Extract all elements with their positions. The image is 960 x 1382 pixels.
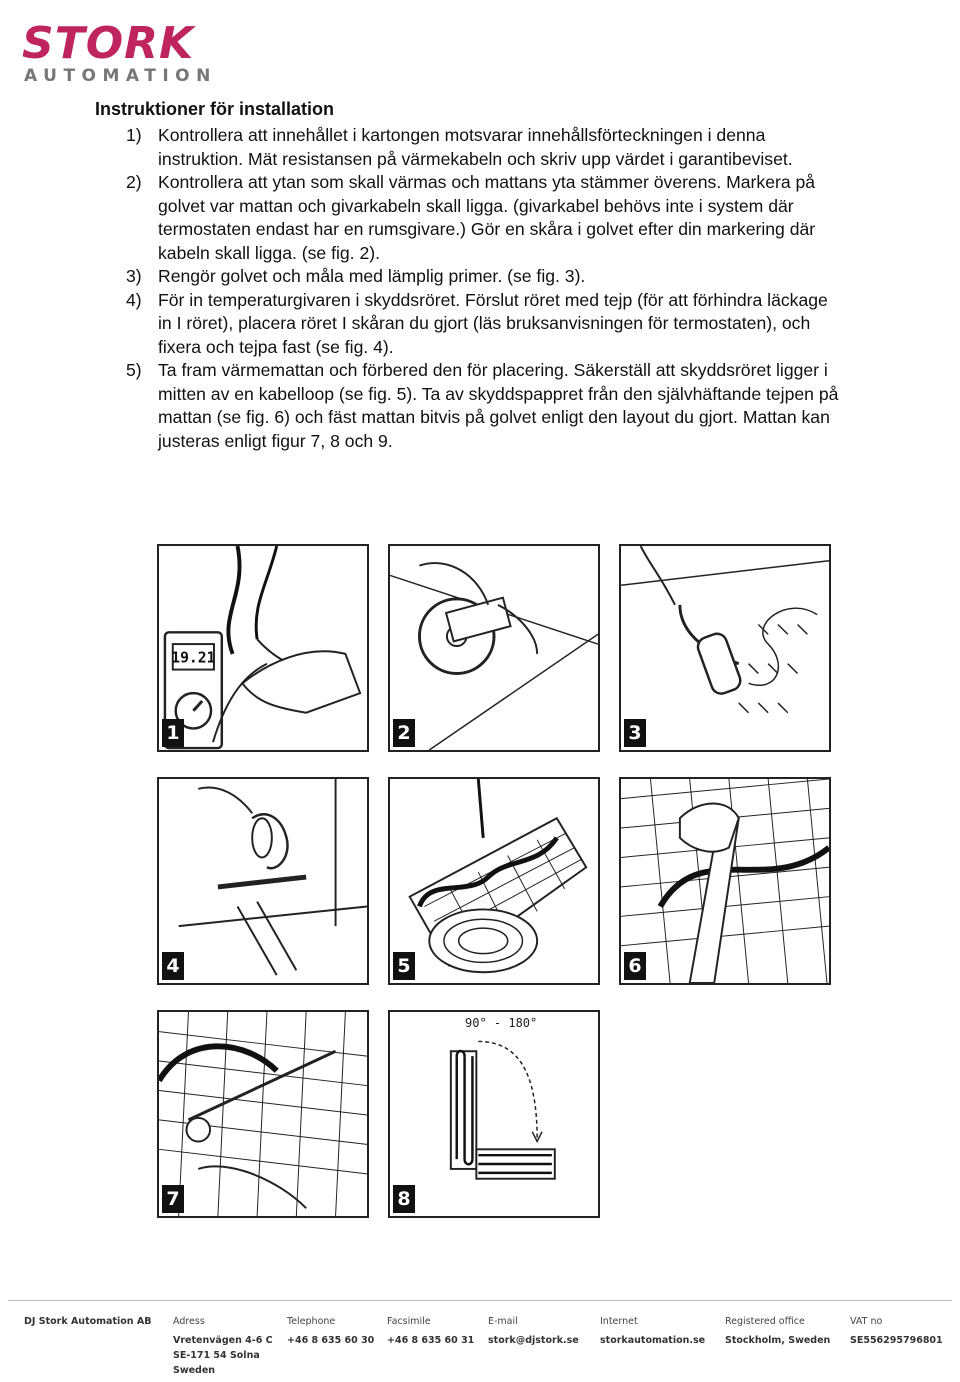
instruction-step (126, 171, 846, 265)
figure-number: 8 (393, 1185, 415, 1213)
figure-1-multimeter (157, 544, 369, 752)
internet-label: Internet (600, 1316, 638, 1327)
instruction-step (126, 265, 846, 289)
address-line: Sweden (173, 1365, 216, 1376)
website-link[interactable]: storkautomation.se (600, 1335, 706, 1346)
facsimile-label: Facsimile (387, 1316, 431, 1327)
meter-reading: 19.21 (171, 649, 216, 667)
footer-divider (8, 1300, 952, 1301)
office-label: Registered office (725, 1316, 805, 1327)
figure-number: 1 (162, 719, 184, 747)
figure-number: 2 (393, 719, 415, 747)
figure-2-groove-cutter (388, 544, 600, 752)
figure-4-sensor-tube (157, 777, 369, 985)
figure-7-cut-mat (157, 1010, 369, 1218)
email-link[interactable]: stork@djstork.se (488, 1335, 579, 1346)
page-heading: Instruktioner för installation (95, 99, 335, 119)
logo-subtitle: AUTOMATION (24, 66, 217, 86)
vat-label: VAT no (850, 1316, 883, 1327)
footer-email (488, 1316, 579, 1348)
telephone-label: Telephone (287, 1316, 336, 1327)
figure-5-mat-roll (388, 777, 600, 985)
address-line: Vretenvägen 4-6 C (173, 1335, 273, 1346)
step-text: Kontrollera att ytan som skall värmas och mattans yta stämmer överens. Markera på golvet var mattan och givarkabeln skall ligga. (givarkabel behövs inte i system där termostaten endast har en rumsgivare.) Gör en skåra i golvet efter din markering där kabeln skall ligga. (se fig. 2). (158, 172, 816, 263)
figure-number: 3 (624, 719, 646, 747)
facsimile-value: +46 8 635 60 31 (387, 1335, 475, 1346)
company-logo (22, 18, 237, 86)
footer-office (725, 1316, 830, 1348)
footer-address (173, 1316, 273, 1378)
address-line: SE-171 54 Solna (173, 1350, 260, 1361)
figure-number: 4 (162, 952, 184, 980)
footer-telephone (287, 1316, 374, 1348)
footer-facsimile (387, 1316, 474, 1348)
instruction-step (126, 289, 846, 360)
figure-number: 5 (393, 952, 415, 980)
figure-6-peel-tape (619, 777, 831, 985)
instruction-step (126, 359, 846, 453)
step-number: 4) (126, 289, 142, 310)
footer-internet (600, 1316, 705, 1348)
figure-number: 7 (162, 1185, 184, 1213)
step-number: 5) (126, 360, 142, 380)
email-label: E-mail (488, 1316, 518, 1327)
logo-brand: STORK (22, 18, 195, 69)
step-number: 1) (126, 125, 142, 145)
step-number: 2) (126, 172, 142, 192)
step-text: Kontrollera att innehållet i kartongen motsvarar innehållsförteckningen i denna instruktion. Mät resistansen på värmekabeln och skriv upp värdet i garantibeviset. (158, 125, 793, 169)
angle-label: 90° - 180° (465, 1016, 538, 1030)
step-text: För in temperaturgivaren i skyddsröret. Förslut röret med tejp (för att förhindra läckage in I röret), placera röret I skåran du gjort (läs bruksanvisningen för termostaten), och fixera och tejpa fast (se fig. 4). (158, 289, 828, 357)
step-number: 3) (126, 266, 142, 286)
office-value: Stockholm, Sweden (725, 1335, 831, 1346)
vat-value: SE556295796801 (850, 1335, 943, 1346)
figure-3-primer-roller (619, 544, 831, 752)
step-text: Ta fram värmemattan och förbered den för placering. Säkerställ att skyddsröret ligger i mitten av en kabelloop (se fig. 5). Ta av skyddspappret från den självhäftande tejpen på mattan (se fig. 6) och fäst mattan bitvis på golvet enligt den layout du gjort. Mattan kan justeras enligt figur 7, 8 och 9. (158, 360, 839, 451)
footer-vat (850, 1316, 943, 1348)
telephone-value: +46 8 635 60 30 (287, 1335, 375, 1346)
step-text: Rengör golvet och måla med lämplig primer. (se fig. 3). (158, 266, 586, 286)
figure-8-turn-mat (388, 1010, 600, 1218)
footer-company: DJ Stork Automation AB (24, 1316, 152, 1327)
instruction-list (126, 124, 846, 453)
instruction-step (126, 124, 846, 171)
address-label: Adress (173, 1316, 205, 1327)
figure-number: 6 (624, 952, 646, 980)
